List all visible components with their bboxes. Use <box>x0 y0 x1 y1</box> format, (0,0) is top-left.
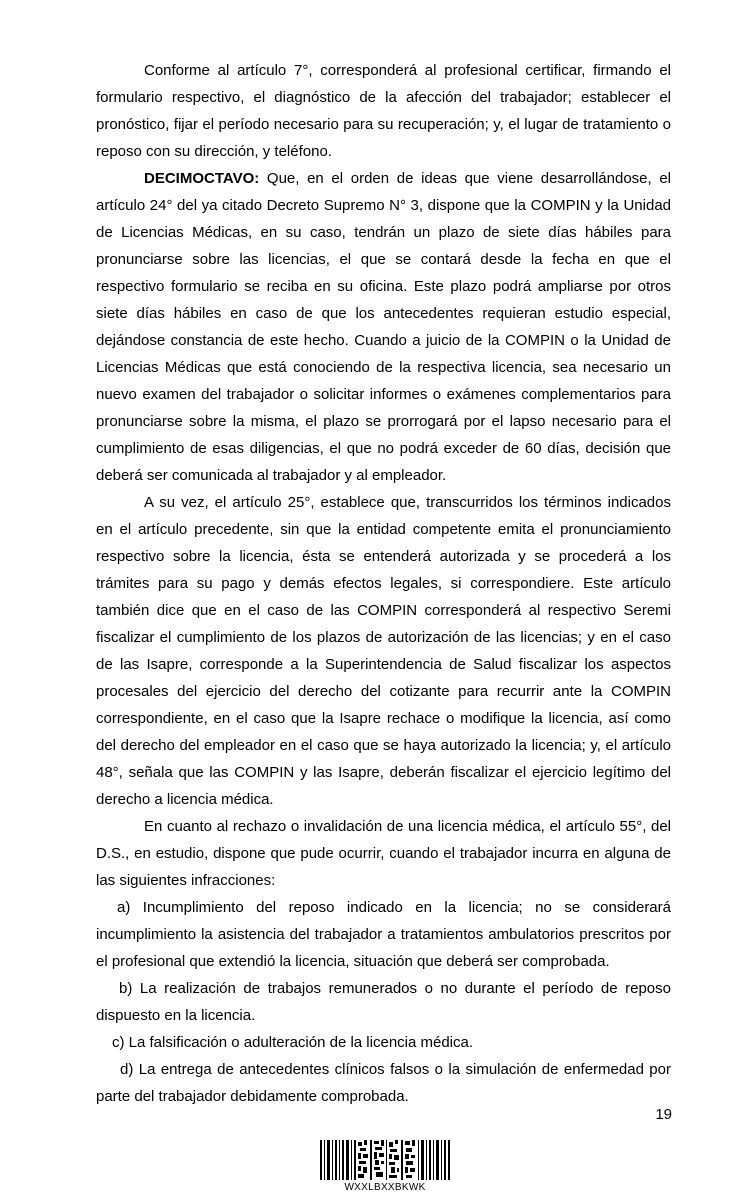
list-item-c: c) La falsificación o adulteración de la licencia médica. <box>112 1034 474 1051</box>
list-item-b: b) La realización de trabajos remunerados o no durante el período de reposo dispuesto en la licencia. <box>96 980 671 1024</box>
barcode-code-text: WXXLBXXBKWK <box>344 1182 426 1193</box>
paragraph-article-7: Conforme al artículo 7°, corresponderá al profesional certificar, firmando el formulario respectivo, el diagnóstico de la afección del trabajador; establecer el pronóstico, fijar el período necesario para su recuperación; y, el lugar de tratamiento o reposo con su dirección, y teléfono. <box>96 62 671 160</box>
paragraph-article-55: En cuanto al rechazo o invalidación de una licencia médica, el artículo 55°, del D.S., en estudio, dispone que pude ocurrir, cuando el trabajador incurra en alguna de las siguientes infracciones: <box>96 818 671 889</box>
paragraph-decimoctavo <box>96 165 671 489</box>
page-number: 19 <box>655 1106 672 1123</box>
barcode-image <box>320 1140 450 1180</box>
paragraph-decimoctavo-body: Que, en el orden de ideas que viene desarrollándose, el artículo 24° del ya citado Decreto Supremo N° 3, dispone que la COMPIN y la Unidad de Licencias Médicas, en su caso, tendrán un plazo de siete días hábiles para pronunciarse sobre las licencias, el que se contará desde la fecha en que el respectivo formulario se reciba en su oficina. Este plazo podrá ampliarse por otros siete días hábiles en caso de que los antecedentes requieran estudio especial, dejándose constancia de este hecho. Cuando a juicio de la COMPIN o la Unidad de Licencias Médicas que está conociendo de la respectiva licencia, sea necesario un nuevo examen del trabajador o solicitar informes o exámenes complementarios para pronunciarse sobre la misma, el plazo se prorrogará por el lapso necesario para el cumplimiento de esas diligencias, el que no podrá exceder de 60 días, decisión que deberá ser comunicada al trabajador y al empleador. <box>96 170 671 484</box>
list-item-a: a) Incumplimiento del reposo indicado en la licencia; no se considerará incumplimiento la asistencia del trabajador a tratamientos ambulatorios prescritos por el profesional que extendió la licencia, situación que deberá ser comprobada. <box>96 899 671 970</box>
section-heading-decimoctavo: DECIMOCTAVO: <box>144 170 260 187</box>
document-body <box>96 57 671 1110</box>
list-item-d: d) La entrega de antecedentes clínicos falsos o la simulación de enfermedad por parte del trabajador debidamente comprobada. <box>96 1061 671 1105</box>
paragraph-article-25: A su vez, el artículo 25°, establece que, transcurridos los términos indicados en el artículo precedente, sin que la entidad competente emita el pronunciamiento respectivo sobre la licencia, ésta se entenderá autorizada y se procederá a los trámites para su pago y demás efectos legales, si correspondiere. Este artículo también dice que en el caso de las COMPIN corresponderá al respectivo Seremi fiscalizar el cumplimiento de los plazos de autorización de las licencias; y en el caso de las Isapre, corresponde a la Superintendencia de Salud fiscalizar los aspectos procesales del ejercicio del derecho del cotizante para recurrir ante la COMPIN correspondiente, en el caso que la Isapre rechace o modifique la licencia, así como del derecho del empleador en el caso que se haya autorizado la licencia; y, el artículo 48°, señala que las COMPIN y las Isapre, deberán fiscalizar el ejercicio legítimo del derecho a licencia médica. <box>96 494 671 808</box>
